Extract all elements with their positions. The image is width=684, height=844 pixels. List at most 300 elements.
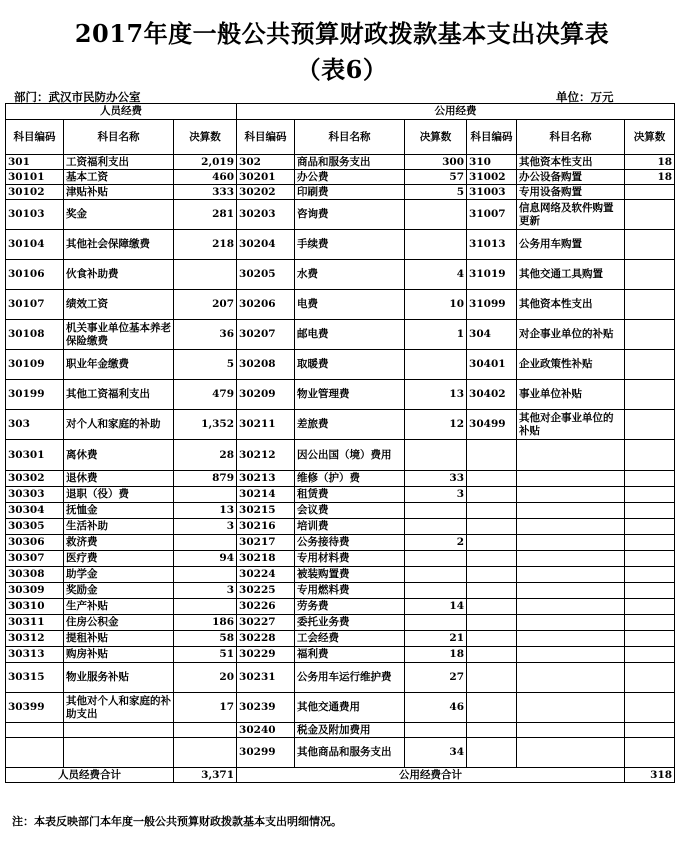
capital-amount (625, 647, 675, 663)
personnel-name: 退职（役）费 (64, 487, 174, 503)
personnel-name: 住房公积金 (64, 615, 174, 631)
public-amount: 5 (405, 185, 467, 200)
public-name: 专用材料费 (295, 551, 405, 567)
public-total-label: 公用经费合计 (237, 768, 625, 783)
capital-name: 其他对企事业单位的补贴 (517, 410, 625, 440)
public-name: 因公出国（境）费用 (295, 440, 405, 471)
page-subtitle: （表6） (296, 55, 388, 84)
personnel-code: 30315 (6, 663, 64, 693)
capital-name (517, 738, 625, 768)
public-name: 租赁费 (295, 487, 405, 503)
table-row (6, 693, 675, 723)
capital-code: 31002 (467, 170, 517, 185)
capital-code (467, 615, 517, 631)
capital-name (517, 471, 625, 487)
header-amount: 决算数 (174, 120, 237, 155)
public-code: 30208 (237, 350, 295, 380)
public-amount: 3 (405, 487, 467, 503)
table-row (6, 599, 675, 615)
personnel-amount (174, 535, 237, 551)
capital-code (467, 663, 517, 693)
capital-code: 31019 (467, 260, 517, 290)
personnel-amount: 1,352 (174, 410, 237, 440)
personnel-name: 生产补贴 (64, 599, 174, 615)
table-row (6, 615, 675, 631)
personnel-amount: 2,019 (174, 155, 237, 170)
table-row (6, 647, 675, 663)
personnel-name: 机关事业单位基本养老保险缴费 (64, 320, 174, 350)
capital-name (517, 723, 625, 738)
capital-amount (625, 410, 675, 440)
public-name: 办公费 (295, 170, 405, 185)
public-amount (405, 230, 467, 260)
personnel-name: 生活补助 (64, 519, 174, 535)
public-amount (405, 551, 467, 567)
personnel-name: 救济费 (64, 535, 174, 551)
public-code: 30240 (237, 723, 295, 738)
capital-name (517, 599, 625, 615)
totals-row (6, 768, 675, 783)
personnel-code (6, 723, 64, 738)
header-amount: 决算数 (405, 120, 467, 155)
capital-amount (625, 230, 675, 260)
capital-amount (625, 503, 675, 519)
public-amount (405, 615, 467, 631)
public-code: 30211 (237, 410, 295, 440)
capital-amount (625, 185, 675, 200)
capital-amount (625, 200, 675, 230)
capital-name: 企业政策性补贴 (517, 350, 625, 380)
personnel-name: 提租补贴 (64, 631, 174, 647)
capital-name: 其他资本性支出 (517, 155, 625, 170)
capital-amount: 18 (625, 155, 675, 170)
public-name: 专用燃料费 (295, 583, 405, 599)
public-amount (405, 567, 467, 583)
personnel-amount: 207 (174, 290, 237, 320)
public-amount (405, 583, 467, 599)
personnel-name: 其他工资福利支出 (64, 380, 174, 410)
capital-name (517, 693, 625, 723)
table-row (6, 230, 675, 260)
public-amount: 10 (405, 290, 467, 320)
personnel-code: 30308 (6, 567, 64, 583)
personnel-amount: 479 (174, 380, 237, 410)
capital-code (467, 535, 517, 551)
public-code: 30204 (237, 230, 295, 260)
capital-code: 31007 (467, 200, 517, 230)
public-code: 30218 (237, 551, 295, 567)
personnel-name: 对个人和家庭的补助 (64, 410, 174, 440)
public-code: 30214 (237, 487, 295, 503)
personnel-amount (174, 260, 237, 290)
personnel-code: 30199 (6, 380, 64, 410)
public-amount (405, 200, 467, 230)
personnel-name: 购房补贴 (64, 647, 174, 663)
personnel-code: 30109 (6, 350, 64, 380)
unit-label: 单位：万元 (556, 90, 614, 104)
public-name: 会议费 (295, 503, 405, 519)
capital-name: 信息网络及软件购置更新 (517, 200, 625, 230)
public-name: 培训费 (295, 519, 405, 535)
personnel-code: 30102 (6, 185, 64, 200)
capital-name (517, 503, 625, 519)
capital-amount (625, 551, 675, 567)
personnel-code: 301 (6, 155, 64, 170)
capital-amount (625, 663, 675, 693)
public-name: 被装购置费 (295, 567, 405, 583)
capital-code (467, 440, 517, 471)
personnel-name: 奖励金 (64, 583, 174, 599)
personnel-amount: 5 (174, 350, 237, 380)
capital-amount (625, 290, 675, 320)
public-amount: 13 (405, 380, 467, 410)
personnel-name: 其他社会保障缴费 (64, 230, 174, 260)
header-name: 科目名称 (295, 120, 405, 155)
public-amount: 21 (405, 631, 467, 647)
table-row (6, 200, 675, 230)
personnel-name: 奖金 (64, 200, 174, 230)
personnel-code: 30104 (6, 230, 64, 260)
public-amount (405, 519, 467, 535)
capital-name (517, 487, 625, 503)
table-row (6, 663, 675, 693)
table-row (6, 380, 675, 410)
personnel-code: 30310 (6, 599, 64, 615)
capital-code (467, 503, 517, 519)
public-name: 电费 (295, 290, 405, 320)
public-name: 取暖费 (295, 350, 405, 380)
header-code: 科目编码 (467, 120, 517, 155)
table-row (6, 567, 675, 583)
capital-name: 公务用车购置 (517, 230, 625, 260)
personnel-amount (174, 599, 237, 615)
personnel-name: 助学金 (64, 567, 174, 583)
table-row (6, 535, 675, 551)
capital-amount (625, 723, 675, 738)
personnel-code: 30312 (6, 631, 64, 647)
capital-amount (625, 615, 675, 631)
public-code: 30231 (237, 663, 295, 693)
capital-amount (625, 583, 675, 599)
header-name: 科目名称 (517, 120, 625, 155)
personnel-amount (174, 723, 237, 738)
public-code: 30224 (237, 567, 295, 583)
personnel-code: 30106 (6, 260, 64, 290)
personnel-total-value: 3,371 (174, 768, 237, 783)
public-code: 30203 (237, 200, 295, 230)
personnel-code: 30103 (6, 200, 64, 230)
personnel-name: 伙食补助费 (64, 260, 174, 290)
public-code: 30202 (237, 185, 295, 200)
section-personnel: 人员经费 (6, 104, 237, 120)
personnel-amount: 879 (174, 471, 237, 487)
capital-name (517, 567, 625, 583)
capital-amount (625, 487, 675, 503)
public-amount: 33 (405, 471, 467, 487)
capital-amount: 18 (625, 170, 675, 185)
department-label: 部门：武汉市民防办公室 (14, 90, 141, 104)
capital-amount (625, 440, 675, 471)
personnel-total-label: 人员经费合计 (6, 768, 174, 783)
public-amount: 1 (405, 320, 467, 350)
capital-code: 30402 (467, 380, 517, 410)
capital-code (467, 738, 517, 768)
public-name: 委托业务费 (295, 615, 405, 631)
capital-code: 31099 (467, 290, 517, 320)
capital-amount (625, 519, 675, 535)
personnel-name: 离休费 (64, 440, 174, 471)
capital-code (467, 647, 517, 663)
public-name: 劳务费 (295, 599, 405, 615)
capital-code: 310 (467, 155, 517, 170)
capital-amount (625, 535, 675, 551)
public-code: 30299 (237, 738, 295, 768)
capital-code: 304 (467, 320, 517, 350)
capital-code (467, 519, 517, 535)
personnel-amount: 460 (174, 170, 237, 185)
public-code: 30226 (237, 599, 295, 615)
personnel-amount: 36 (174, 320, 237, 350)
public-code: 302 (237, 155, 295, 170)
table-row (6, 487, 675, 503)
capital-code (467, 583, 517, 599)
personnel-code: 30303 (6, 487, 64, 503)
personnel-amount: 281 (174, 200, 237, 230)
public-total-value: 318 (625, 768, 675, 783)
personnel-code: 30101 (6, 170, 64, 185)
personnel-amount: 20 (174, 663, 237, 693)
capital-code (467, 487, 517, 503)
personnel-amount (174, 487, 237, 503)
personnel-amount: 218 (174, 230, 237, 260)
table-row (6, 631, 675, 647)
capital-amount (625, 631, 675, 647)
public-name: 税金及附加费用 (295, 723, 405, 738)
public-amount: 300 (405, 155, 467, 170)
personnel-amount: 186 (174, 615, 237, 631)
personnel-amount: 28 (174, 440, 237, 471)
capital-code (467, 567, 517, 583)
public-amount: 4 (405, 260, 467, 290)
table-row (6, 738, 675, 768)
personnel-code: 30307 (6, 551, 64, 567)
personnel-amount: 333 (174, 185, 237, 200)
expenditure-table (5, 103, 675, 783)
table-row (6, 583, 675, 599)
personnel-code: 30309 (6, 583, 64, 599)
personnel-amount: 94 (174, 551, 237, 567)
public-amount (405, 350, 467, 380)
personnel-name: 物业服务补贴 (64, 663, 174, 693)
personnel-code: 30305 (6, 519, 64, 535)
personnel-code: 30107 (6, 290, 64, 320)
capital-name: 其他资本性支出 (517, 290, 625, 320)
capital-code (467, 471, 517, 487)
personnel-amount: 3 (174, 519, 237, 535)
personnel-code: 30311 (6, 615, 64, 631)
capital-amount (625, 567, 675, 583)
table-row (6, 503, 675, 519)
capital-name (517, 583, 625, 599)
public-amount: 14 (405, 599, 467, 615)
public-code: 30229 (237, 647, 295, 663)
header-code: 科目编码 (237, 120, 295, 155)
personnel-code: 303 (6, 410, 64, 440)
table-row (6, 260, 675, 290)
personnel-amount: 13 (174, 503, 237, 519)
public-code: 30209 (237, 380, 295, 410)
public-amount: 34 (405, 738, 467, 768)
table-row (6, 410, 675, 440)
table-row (6, 350, 675, 380)
table-row (6, 440, 675, 471)
personnel-code: 30313 (6, 647, 64, 663)
public-amount (405, 503, 467, 519)
capital-name (517, 535, 625, 551)
public-amount: 2 (405, 535, 467, 551)
capital-name (517, 551, 625, 567)
capital-amount (625, 471, 675, 487)
public-name: 其他商品和服务支出 (295, 738, 405, 768)
capital-code (467, 723, 517, 738)
capital-name: 其他交通工具购置 (517, 260, 625, 290)
table-row (6, 155, 675, 170)
section-public: 公用经费 (237, 104, 675, 120)
header-code: 科目编码 (6, 120, 64, 155)
public-name: 水费 (295, 260, 405, 290)
public-code: 30227 (237, 615, 295, 631)
capital-amount (625, 380, 675, 410)
capital-amount (625, 320, 675, 350)
public-name: 维修（护）费 (295, 471, 405, 487)
capital-code (467, 599, 517, 615)
personnel-amount (174, 738, 237, 768)
capital-name (517, 631, 625, 647)
public-name: 物业管理费 (295, 380, 405, 410)
capital-name: 事业单位补贴 (517, 380, 625, 410)
personnel-amount: 17 (174, 693, 237, 723)
capital-name: 对企事业单位的补贴 (517, 320, 625, 350)
table-row (6, 519, 675, 535)
capital-code: 30499 (467, 410, 517, 440)
public-name: 其他交通费用 (295, 693, 405, 723)
capital-name (517, 615, 625, 631)
table-row (6, 723, 675, 738)
public-amount: 46 (405, 693, 467, 723)
capital-amount (625, 693, 675, 723)
page-title: 2017年度一般公共预算财政拨款基本支出决算表 (74, 19, 610, 48)
personnel-name: 工资福利支出 (64, 155, 174, 170)
personnel-code: 30108 (6, 320, 64, 350)
personnel-name: 退休费 (64, 471, 174, 487)
table-row (6, 170, 675, 185)
table-row (6, 290, 675, 320)
public-code: 30239 (237, 693, 295, 723)
capital-code: 31003 (467, 185, 517, 200)
public-code: 30201 (237, 170, 295, 185)
personnel-name: 绩效工资 (64, 290, 174, 320)
personnel-amount: 58 (174, 631, 237, 647)
public-amount (405, 440, 467, 471)
public-code: 30207 (237, 320, 295, 350)
personnel-name: 其他对个人和家庭的补助支出 (64, 693, 174, 723)
personnel-code: 30301 (6, 440, 64, 471)
public-name: 工会经费 (295, 631, 405, 647)
capital-amount (625, 350, 675, 380)
public-amount: 57 (405, 170, 467, 185)
capital-code: 31013 (467, 230, 517, 260)
capital-amount (625, 599, 675, 615)
personnel-amount: 3 (174, 583, 237, 599)
capital-code (467, 551, 517, 567)
public-code: 30225 (237, 583, 295, 599)
header-amount: 决算数 (625, 120, 675, 155)
personnel-code: 30306 (6, 535, 64, 551)
public-code: 30217 (237, 535, 295, 551)
personnel-code (6, 738, 64, 768)
personnel-code: 30302 (6, 471, 64, 487)
capital-amount (625, 738, 675, 768)
personnel-name: 基本工资 (64, 170, 174, 185)
public-code: 30212 (237, 440, 295, 471)
capital-amount (625, 260, 675, 290)
personnel-name: 医疗费 (64, 551, 174, 567)
public-name: 福利费 (295, 647, 405, 663)
capital-name (517, 663, 625, 693)
footnote: 注：本表反映部门本年度一般公共预算财政拨款基本支出明细情况。 (12, 815, 342, 828)
personnel-name (64, 738, 174, 768)
public-name: 公务用车运行维护费 (295, 663, 405, 693)
capital-name (517, 519, 625, 535)
header-name: 科目名称 (64, 120, 174, 155)
personnel-code: 30399 (6, 693, 64, 723)
personnel-name: 津贴补贴 (64, 185, 174, 200)
personnel-name: 职业年金缴费 (64, 350, 174, 380)
public-name: 邮电费 (295, 320, 405, 350)
table-row (6, 471, 675, 487)
public-amount (405, 723, 467, 738)
public-amount: 12 (405, 410, 467, 440)
public-amount: 27 (405, 663, 467, 693)
capital-name (517, 440, 625, 471)
public-name: 公务接待费 (295, 535, 405, 551)
capital-name: 专用设备购置 (517, 185, 625, 200)
public-code: 30213 (237, 471, 295, 487)
public-name: 印刷费 (295, 185, 405, 200)
header-row (6, 120, 675, 155)
personnel-name: 抚恤金 (64, 503, 174, 519)
table-row (6, 185, 675, 200)
public-code: 30228 (237, 631, 295, 647)
capital-name: 办公设备购置 (517, 170, 625, 185)
public-name: 商品和服务支出 (295, 155, 405, 170)
capital-code (467, 631, 517, 647)
personnel-amount (174, 567, 237, 583)
public-name: 手续费 (295, 230, 405, 260)
table-row (6, 551, 675, 567)
capital-name (517, 647, 625, 663)
capital-code (467, 693, 517, 723)
public-code: 30206 (237, 290, 295, 320)
public-code: 30205 (237, 260, 295, 290)
public-amount: 18 (405, 647, 467, 663)
personnel-name (64, 723, 174, 738)
table-row (6, 320, 675, 350)
public-code: 30216 (237, 519, 295, 535)
public-name: 差旅费 (295, 410, 405, 440)
capital-code: 30401 (467, 350, 517, 380)
public-name: 咨询费 (295, 200, 405, 230)
